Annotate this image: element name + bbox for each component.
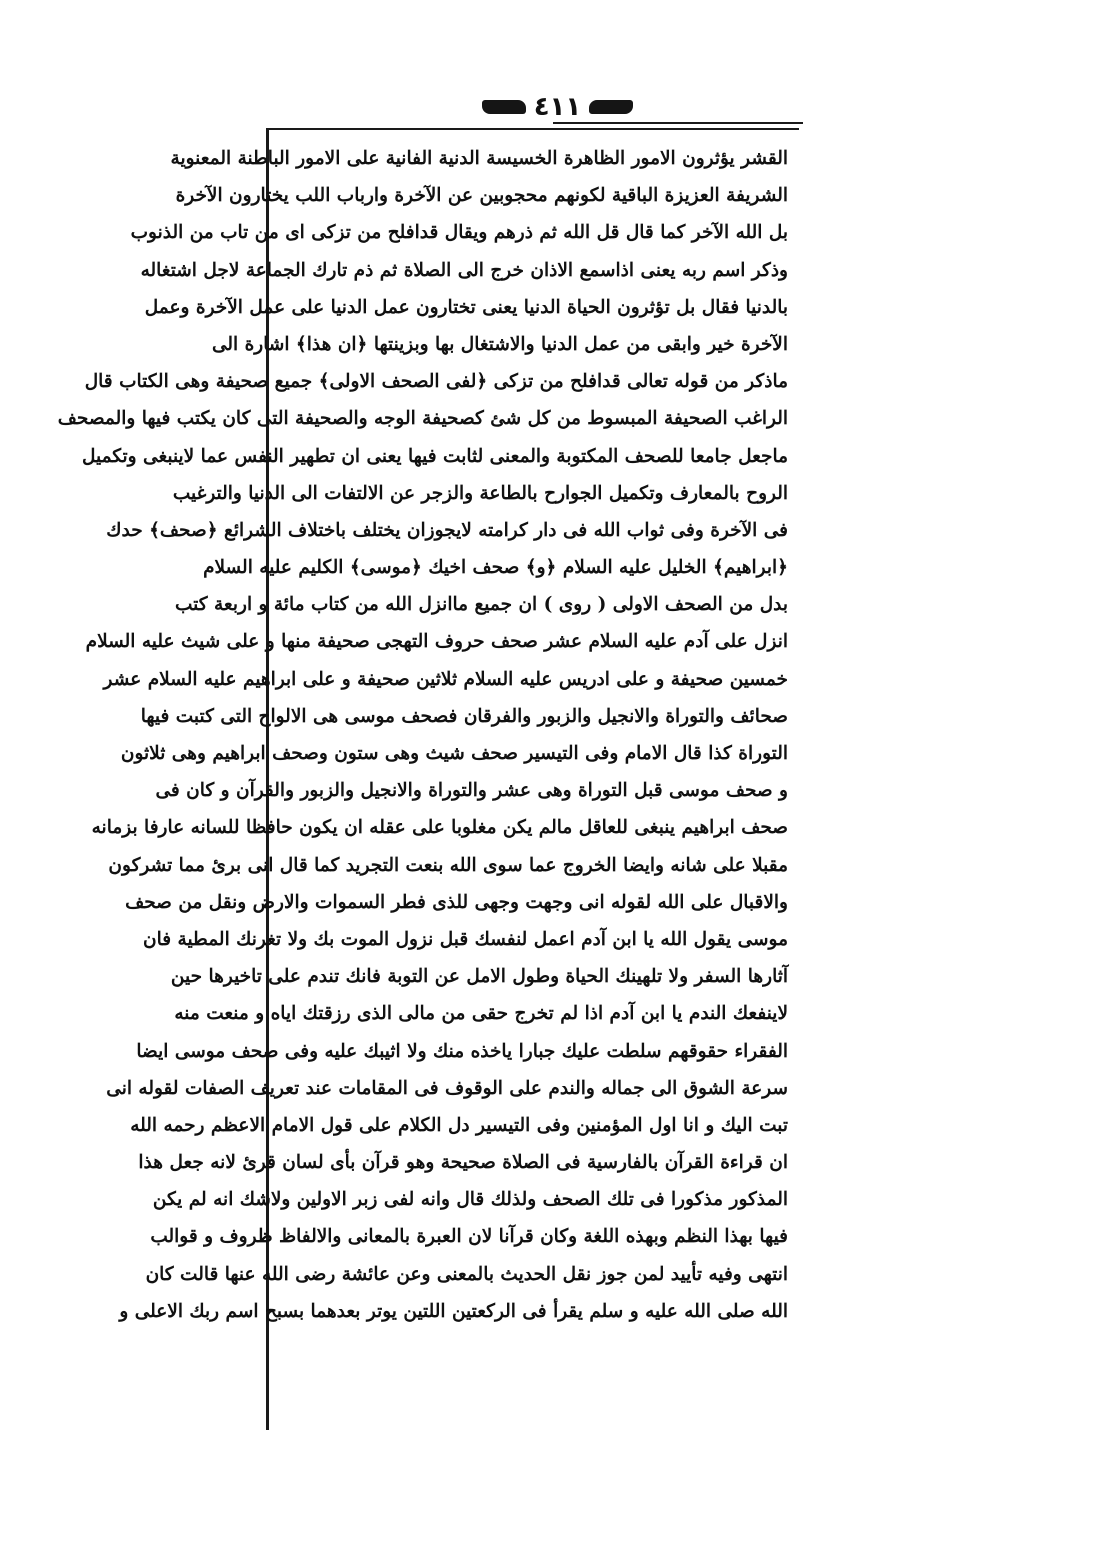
text-line: ماذكر من قوله تعالى قدافلح من تزكى ﴿لفى الصحف الاولى﴾ جميع صحيفة وهى الكتاب قال bbox=[84, 371, 788, 393]
text-line: و صحف موسى قبل التوراة وهى عشر والتوراة والانجيل والزبور والقرآن و كان فى bbox=[155, 780, 788, 802]
text-line: وذكر اسم ربه يعنى اذاسمع الاذان خرج الى الصلاة ثم ذم تارك الجماعة لاجل اشتغاله bbox=[140, 259, 788, 281]
text-line: ﴿ابراهيم﴾ الخليل عليه السلام ﴿و﴾ صحف اخيك ﴿موسى﴾ الكليم عليه السلام bbox=[203, 557, 788, 579]
text-line: مقبلا على شانه وايضا الخروج عما سوى الله بنعت التجريد كما قال انى برئ مما تشركون bbox=[108, 854, 788, 876]
text-line: فيها بهذا النظم وبهذه اللغة وكان قرآنا لان العبرة بالمعانى والالفاظ ظروف و قوالب bbox=[150, 1226, 788, 1248]
text-line: والاقبال على الله لقوله انى وجهت وجهى للذى فطر السموات والارض ونقل من صحف bbox=[125, 891, 788, 913]
text-line: سرعة الشوق الى جماله والندم على الوقوف فى المقامات عند تعريف الصفات لقوله انى bbox=[106, 1077, 788, 1099]
text-line: الفقراء حقوقهم سلطت عليك جبارا ياخذه منك ولا اثيبك عليه وفى صحف موسى ايضا bbox=[136, 1040, 788, 1062]
page-header bbox=[0, 90, 1115, 124]
header-ornament-left bbox=[482, 100, 526, 114]
text-line: صحف ابراهيم ينبغى للعاقل مالم يكن مغلوبا على عقله ان يكون حافظا للسانه عارفا بزمانه bbox=[91, 817, 788, 839]
text-line: المذكور مذكورا فى تلك الصحف ولذلك قال وانه لفى زبر الاولين ولاشك انه لم يكن bbox=[152, 1189, 788, 1211]
text-line: ان قراءة القرآن بالفارسية فى الصلاة صحيحة وهو قرآن بأى لسان قرئ لانه جعل هذا bbox=[138, 1152, 788, 1174]
text-line: الروح بالمعارف وتكميل الجوارح بالطاعة والزجر عن الالتفات الى الدنيا والترغيب bbox=[172, 482, 788, 504]
text-line: ماجعل جامعا للصحف المكتوبة والمعنى لثابت فيها يعنى ان تطهير النفس عما لاينبغى وتكميل bbox=[82, 445, 788, 467]
body-text bbox=[57, 140, 788, 1330]
text-line: تبت اليك و انا اول المؤمنين وفى التيسير دل الكلام على قول الامام الاعظم رحمه الله bbox=[130, 1114, 788, 1136]
text-line: الراغب الصحيفة المبسوط من كل شئ كصحيفة الوجه والصحيفة التى كان يكتب فيها والمصحف bbox=[57, 408, 788, 430]
text-line: خمسين صحيفة و على ادريس عليه السلام ثلاثين صحيفة و على ابراهيم عليه السلام عشر bbox=[103, 668, 788, 690]
text-line: فى الآخرة وفى ثواب الله فى دار كرامته لايجوزان يختلف باختلاف الشرائع ﴿صحف﴾ حدك bbox=[106, 519, 788, 541]
text-line: بالدنيا فقال بل تؤثرون الحياة الدنيا يعنى تختارون عمل الدنيا على عمل الآخرة وعمل bbox=[144, 296, 788, 318]
text-line: موسى يقول الله يا ابن آدم اعمل لنفسك قبل نزول الموت بك ولا تغرنك المطية فان bbox=[143, 928, 788, 950]
text-line: انتهى وفيه تأييد لمن جوز نقل الحديث بالمعنى وعن عائشة رضى الله عنها قالت كان bbox=[145, 1263, 788, 1285]
text-line: بدل من الصحف الاولى ( روى ) ان جميع ماانزل الله من كتاب مائة و اربعة كتب bbox=[175, 594, 788, 616]
page-number: ٤١١ bbox=[533, 92, 582, 122]
text-line: القشر يؤثرون الامور الظاهرة الخسيسة الدنية الفانية على الامور الباطنة المعنوية bbox=[170, 148, 788, 169]
frame-top-rule bbox=[553, 122, 803, 124]
text-line: الشريفة العزيزة الباقية لكونهم محجوبين عن الآخرة وارباب اللب يختارون الآخرة bbox=[175, 185, 788, 207]
text-line: الله صلى الله عليه و سلم يقرأ فى الركعتين اللتين يوتر بعدهما بسبح اسم ربك الاعلى و bbox=[119, 1300, 788, 1322]
text-line: الآخرة خير وابقى من عمل الدنيا والاشتغال بها وبزينتها ﴿ان هذا﴾ اشارة الى bbox=[211, 333, 788, 355]
header-ornament-right bbox=[589, 100, 633, 114]
text-line: صحائف والتوراة والانجيل والزبور والفرقان فصحف موسى هى الالواح التى كتبت فيها bbox=[140, 705, 788, 727]
text-line: آثارها السفر ولا تلهينك الحياة وطول الامل عن التوبة فانك تندم على تاخيرها حين bbox=[170, 966, 788, 988]
text-line: بل الله الآخر كما قال قل الله ثم ذرهم ويقال قدافلح من تزكى اى من تاب من الذنوب bbox=[130, 222, 788, 244]
text-line: لاينفعك الندم يا ابن آدم اذا لم تخرج حقى من مالى الذى رزقتك اياه و منعت منه bbox=[174, 1003, 788, 1025]
text-line: التوراة كذا قال الامام وفى التيسير صحف شيث وهى ستون وصحف ابراهيم وهى ثلاثون bbox=[120, 743, 788, 764]
text-line: انزل على آدم عليه السلام عشر صحف حروف التهجى صحيفة منها و على شيث عليه السلام bbox=[85, 631, 788, 653]
